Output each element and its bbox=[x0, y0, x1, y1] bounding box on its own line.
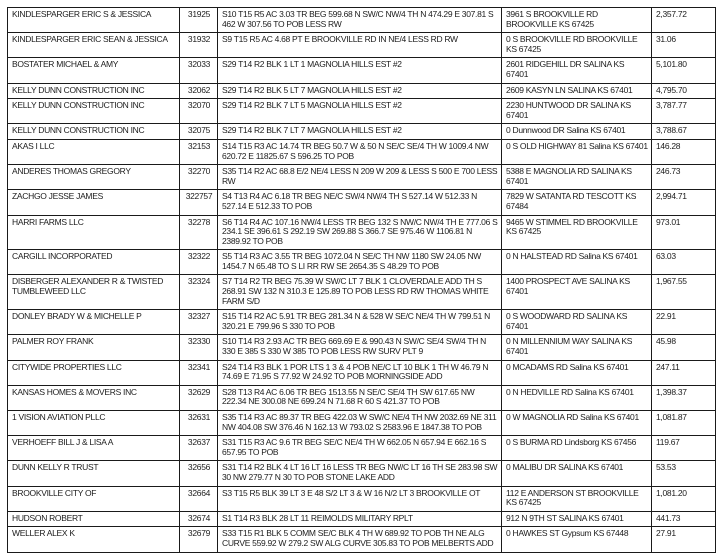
table-row bbox=[8, 215, 716, 250]
parcel-cell: 32664 bbox=[180, 486, 218, 511]
table-row bbox=[8, 310, 716, 335]
table-row bbox=[8, 275, 716, 310]
owner-cell: HUDSON ROBERT bbox=[8, 511, 180, 527]
amount-cell: 973.01 bbox=[652, 215, 716, 250]
owner-cell: ZACHGO JESSE JAMES bbox=[8, 190, 180, 215]
amount-cell: 1,398.37 bbox=[652, 385, 716, 410]
legal-cell: S29 T14 R2 BLK 1 LT 1 MAGNOLIA HILLS EST #2 bbox=[218, 58, 502, 83]
amount-cell: 22.91 bbox=[652, 310, 716, 335]
table-row bbox=[8, 190, 716, 215]
table-row bbox=[8, 511, 716, 527]
address-cell: 9465 W STIMMEL RD BROOKVILLE KS 67425 bbox=[502, 215, 652, 250]
owner-cell: AKAS I LLC bbox=[8, 139, 180, 164]
legal-cell: S9 T15 R5 AC 4.68 PT E BROOKVILLE RD IN NE/4 LESS RD RW bbox=[218, 33, 502, 58]
address-cell: 3961 S BROOKVILLE RD BROOKVILLE KS 67425 bbox=[502, 8, 652, 33]
owner-cell: DONLEY BRADY W & MICHELLE P bbox=[8, 310, 180, 335]
table-row bbox=[8, 461, 716, 486]
legal-cell: S29 T14 R2 BLK 7 LT 5 MAGNOLIA HILLS EST #2 bbox=[218, 99, 502, 124]
address-cell: 2230 HUNTWOOD DR SALINA KS 67401 bbox=[502, 99, 652, 124]
address-cell: 112 E ANDERSON ST BROOKVILLE KS 67425 bbox=[502, 486, 652, 511]
table-row bbox=[8, 33, 716, 58]
address-cell: 0 HAWKES ST Gypsum KS 67448 bbox=[502, 527, 652, 552]
owner-cell: DISBERGER ALEXANDER R & TWISTED TUMBLEWEED LLC bbox=[8, 275, 180, 310]
table-row bbox=[8, 99, 716, 124]
address-cell: 0 N HEDVILLE RD Salina KS 67401 bbox=[502, 385, 652, 410]
parcel-cell: 32629 bbox=[180, 385, 218, 410]
table-row bbox=[8, 8, 716, 33]
address-cell: 0 N MILLENNIUM WAY SALINA KS 67401 bbox=[502, 335, 652, 360]
parcel-cell: 32322 bbox=[180, 250, 218, 275]
legal-cell: S14 T15 R3 AC 14.74 TR BEG 50.7 W & 50 N SE/C SE/4 TH W 1009.4 NW 620.72 E 11825.67 S 596.25 TO POB bbox=[218, 139, 502, 164]
parcel-cell: 32324 bbox=[180, 275, 218, 310]
legal-cell: S1 T14 R3 BLK 28 LT 11 REIMOLDS MILITARY RPLT bbox=[218, 511, 502, 527]
parcel-cell: 322757 bbox=[180, 190, 218, 215]
table-row bbox=[8, 83, 716, 99]
legal-cell: S24 T14 R3 BLK 1 POR LTS 1 3 & 4 POB NE/C LT 10 BLK 1 TH W 46.79 N 74.69 E 71.95 S 77.92 W 24.92 TO POB MORNINGSIDE ADD bbox=[218, 360, 502, 385]
table-row bbox=[8, 527, 716, 552]
amount-cell: 31.06 bbox=[652, 33, 716, 58]
address-cell: 0 S BURMA RD Lindsborg KS 67456 bbox=[502, 436, 652, 461]
legal-cell: S6 T14 R4 AC 107.16 NW/4 LESS TR BEG 132 S NW/C NW/4 TH E 777.06 S 234.1 SE 396.61 S 292.19 SW 269.88 S 366.7 SE 975.46 W 1106.81 N 2389.92 TO POB bbox=[218, 215, 502, 250]
legal-cell: S10 T14 R3 2.93 AC TR BEG 669.69 E & 990.43 N SW/C SE/4 SW/4 TH N 330 E 385 S 330 W 385 TO POB LESS RW SURV PLT 9 bbox=[218, 335, 502, 360]
owner-cell: DUNN KELLY R TRUST bbox=[8, 461, 180, 486]
legal-cell: S4 T13 R4 AC 6.18 TR BEG NE/C SW/4 NW/4 TH S 527.14 W 512.33 N 527.14 E 512.33 TO POB bbox=[218, 190, 502, 215]
amount-cell: 53.53 bbox=[652, 461, 716, 486]
legal-cell: S15 T14 R2 AC 5.91 TR BEG 281.34 N & 528 W SE/C NE/4 TH W 799.51 N 320.21 E 799.96 S 330 TO POB bbox=[218, 310, 502, 335]
owner-cell: PALMER ROY FRANK bbox=[8, 335, 180, 360]
legal-cell: S31 T14 R2 BLK 4 LT 16 LT 16 LESS TR BEG NW/C LT 16 TH SE 283.98 SW 30 NW 279.77 N 30 TO POB STONE LAKE ADD bbox=[218, 461, 502, 486]
parcel-cell: 32033 bbox=[180, 58, 218, 83]
amount-cell: 1,081.20 bbox=[652, 486, 716, 511]
amount-cell: 2,994.71 bbox=[652, 190, 716, 215]
address-cell: 2609 KASYN LN SALINA KS 67401 bbox=[502, 83, 652, 99]
owner-cell: BOSTATER MICHAEL & AMY bbox=[8, 58, 180, 83]
amount-cell: 1,967.55 bbox=[652, 275, 716, 310]
amount-cell: 1,081.87 bbox=[652, 411, 716, 436]
legal-cell: S35 T14 R2 AC 68.8 E/2 NE/4 LESS N 209 W 209 & LESS S 500 E 700 LESS RW bbox=[218, 165, 502, 190]
amount-cell: 27.91 bbox=[652, 527, 716, 552]
table-row bbox=[8, 139, 716, 164]
legal-cell: S29 T14 R2 BLK 7 LT 7 MAGNOLIA HILLS EST #2 bbox=[218, 124, 502, 140]
parcel-cell: 32278 bbox=[180, 215, 218, 250]
owner-cell: KINDLESPARGER ERIC SEAN & JESSICA bbox=[8, 33, 180, 58]
owner-cell: KINDLESPARGER ERIC S & JESSICA bbox=[8, 8, 180, 33]
amount-cell: 246.73 bbox=[652, 165, 716, 190]
table-row bbox=[8, 360, 716, 385]
legal-cell: S28 T13 R4 AC 6.06 TR BEG 1513.55 N SE/C SE/4 TH SW 617.65 NW 222.34 NE 300.08 NE 699.24 N 71.68 R 60 S 421.37 TO POB bbox=[218, 385, 502, 410]
owner-cell: HARRI FARMS LLC bbox=[8, 215, 180, 250]
legal-cell: S7 T14 R2 TR BEG 75.39 W SW/C LT 7 BLK 1 CLOVERDALE ADD TH S 268.91 SW 132 N 310.3 E 125.89 TO POB LESS RD RW THOMAS WHITE FARM S/D bbox=[218, 275, 502, 310]
address-cell: 912 N 9TH ST SALINA KS 67401 bbox=[502, 511, 652, 527]
owner-cell: CARGILL INCORPORATED bbox=[8, 250, 180, 275]
legal-cell: S5 T14 R3 AC 3.55 TR BEG 1072.04 N SE/C TH NW 1180 SW 24.05 NW 1454.7 N 65.48 TO S LI RR RW SE 2654.35 S 48.29 TO POB bbox=[218, 250, 502, 275]
parcel-cell: 32330 bbox=[180, 335, 218, 360]
parcel-cell: 32656 bbox=[180, 461, 218, 486]
parcel-cell: 32674 bbox=[180, 511, 218, 527]
legal-cell: S31 T15 R3 AC 9.6 TR BEG SE/C NE/4 TH W 662.05 N 657.94 E 662.16 S 657.95 TO POB bbox=[218, 436, 502, 461]
legal-cell: S10 T15 R5 AC 3.03 TR BEG 599.68 N SW/C NW/4 TH N 474.29 E 307.81 S 462 W 307.56 TO POB LESS RW bbox=[218, 8, 502, 33]
owner-cell: BROOKVILLE CITY OF bbox=[8, 486, 180, 511]
table-row bbox=[8, 250, 716, 275]
table-body bbox=[8, 8, 716, 553]
amount-cell: 247.11 bbox=[652, 360, 716, 385]
parcel-cell: 32270 bbox=[180, 165, 218, 190]
amount-cell: 5,101.80 bbox=[652, 58, 716, 83]
address-cell: 1400 PROSPECT AVE SALINA KS 67401 bbox=[502, 275, 652, 310]
amount-cell: 63.03 bbox=[652, 250, 716, 275]
legal-cell: S35 T14 R3 AC 89.37 TR BEG 422.03 W SW/C NE/4 TH NW 2032.69 NE 311 NW 404.08 SW 376.46 N 162.13 W 793.02 S 2583.96 E 1847.38 TO POB bbox=[218, 411, 502, 436]
amount-cell: 146.28 bbox=[652, 139, 716, 164]
table-row bbox=[8, 124, 716, 140]
parcel-cell: 31932 bbox=[180, 33, 218, 58]
owner-cell: VERHOEFF BILL J & LISA A bbox=[8, 436, 180, 461]
table-row bbox=[8, 335, 716, 360]
owner-cell: KELLY DUNN CONSTRUCTION INC bbox=[8, 83, 180, 99]
address-cell: 0 Dunnwood DR Salina KS 67401 bbox=[502, 124, 652, 140]
owner-cell: 1 VISION AVIATION PLLC bbox=[8, 411, 180, 436]
amount-cell: 45.98 bbox=[652, 335, 716, 360]
legal-cell: S3 T15 R5 BLK 39 LT 3 E 48 S/2 LT 3 & W 16 N/2 LT 3 BROOKVILLE OT bbox=[218, 486, 502, 511]
parcel-cell: 32153 bbox=[180, 139, 218, 164]
address-cell: 0 MALIBU DR SALINA KS 67401 bbox=[502, 461, 652, 486]
owner-cell: KELLY DUNN CONSTRUCTION INC bbox=[8, 124, 180, 140]
amount-cell: 3,788.67 bbox=[652, 124, 716, 140]
owner-cell: CITYWIDE PROPERTIES LLC bbox=[8, 360, 180, 385]
parcel-cell: 32062 bbox=[180, 83, 218, 99]
address-cell: 7829 W SATANTA RD TESCOTT KS 67484 bbox=[502, 190, 652, 215]
parcel-cell: 32341 bbox=[180, 360, 218, 385]
amount-cell: 3,787.77 bbox=[652, 99, 716, 124]
amount-cell: 4,795.70 bbox=[652, 83, 716, 99]
parcel-cell: 32679 bbox=[180, 527, 218, 552]
address-cell: 0 S BROOKVILLE RD BROOKVILLE KS 67425 bbox=[502, 33, 652, 58]
table-row bbox=[8, 165, 716, 190]
amount-cell: 119.67 bbox=[652, 436, 716, 461]
parcel-cell: 32637 bbox=[180, 436, 218, 461]
address-cell: 0 N HALSTEAD RD Salina KS 67401 bbox=[502, 250, 652, 275]
tax-roll-table bbox=[7, 7, 716, 553]
owner-cell: KANSAS HOMES & MOVERS INC bbox=[8, 385, 180, 410]
address-cell: 5388 E MAGNOLIA RD SALINA KS 67401 bbox=[502, 165, 652, 190]
table-row bbox=[8, 58, 716, 83]
owner-cell: KELLY DUNN CONSTRUCTION INC bbox=[8, 99, 180, 124]
owner-cell: ANDERES THOMAS GREGORY bbox=[8, 165, 180, 190]
parcel-cell: 32631 bbox=[180, 411, 218, 436]
table-row bbox=[8, 486, 716, 511]
address-cell: 0 S OLD HIGHWAY 81 Salina KS 67401 bbox=[502, 139, 652, 164]
owner-cell: WELLER ALEX K bbox=[8, 527, 180, 552]
parcel-cell: 32070 bbox=[180, 99, 218, 124]
address-cell: 0 S WOODWARD RD SALINA KS 67401 bbox=[502, 310, 652, 335]
address-cell: 0 MCADAMS RD Salina KS 67401 bbox=[502, 360, 652, 385]
legal-cell: S29 T14 R2 BLK 5 LT 7 MAGNOLIA HILLS EST #2 bbox=[218, 83, 502, 99]
table-row bbox=[8, 411, 716, 436]
amount-cell: 441.73 bbox=[652, 511, 716, 527]
amount-cell: 2,357.72 bbox=[652, 8, 716, 33]
address-cell: 0 W MAGNOLIA RD Salina KS 67401 bbox=[502, 411, 652, 436]
table-row bbox=[8, 436, 716, 461]
parcel-cell: 32075 bbox=[180, 124, 218, 140]
parcel-cell: 32327 bbox=[180, 310, 218, 335]
address-cell: 2601 RIDGEHILL DR SALINA KS 67401 bbox=[502, 58, 652, 83]
table-row bbox=[8, 385, 716, 410]
legal-cell: S33 T15 R1 BLK 5 COMM SE/C BLK 4 TH W 689.92 TO POB TH NE ALG CURVE 559.92 W 279.2 SW ALG CURVE 305.83 TO POB MELBERTS ADD bbox=[218, 527, 502, 552]
parcel-cell: 31925 bbox=[180, 8, 218, 33]
